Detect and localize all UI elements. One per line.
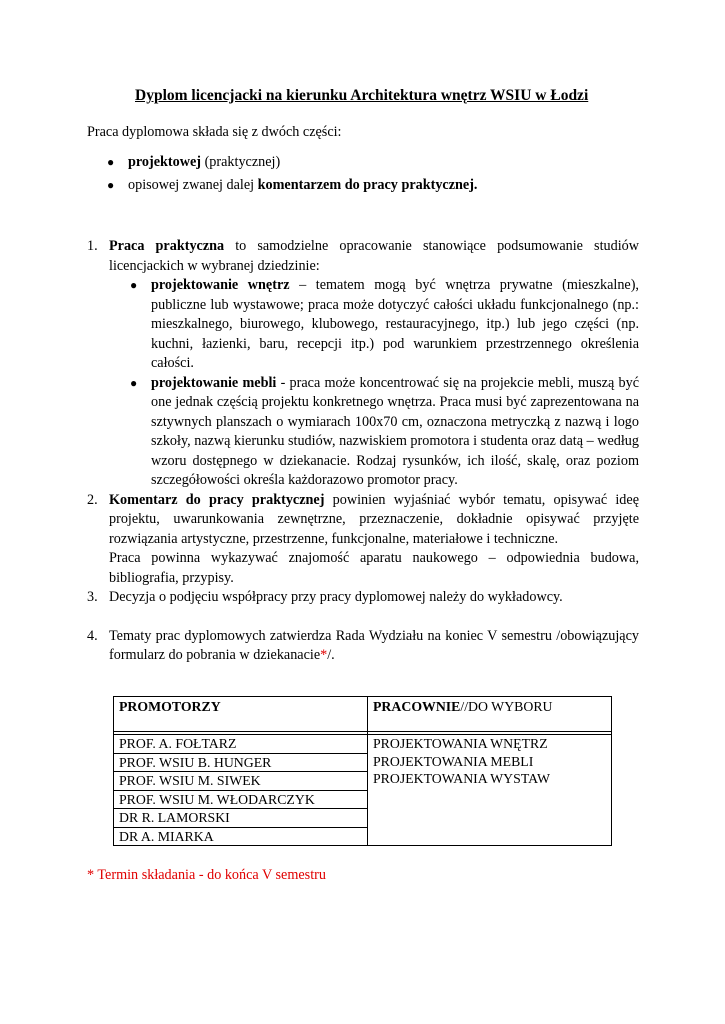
- promotor-cell: DR A. MIARKA: [114, 827, 368, 846]
- asterisk-marker: *: [320, 647, 328, 663]
- item-bold: Praca praktyczna: [109, 238, 225, 254]
- list-item-1: [87, 237, 639, 491]
- sub-list: [109, 276, 639, 491]
- item-number: 4.: [87, 627, 98, 644]
- part-text: opisowej zwanej dalej: [128, 176, 258, 193]
- promotors-table: [113, 696, 612, 846]
- part-bold: komentarzem do pracy praktycznej.: [257, 176, 478, 193]
- promotor-cell: DR R. LAMORSKI: [114, 809, 368, 828]
- numbered-list: [87, 237, 639, 666]
- pracownia-item: PROJEKTOWANIA WYSTAW: [373, 771, 551, 786]
- header-pracownie: [368, 697, 612, 732]
- item-text-end: /.: [327, 647, 335, 663]
- header-label-rest: //DO WYBORU: [460, 699, 553, 714]
- pracownia-item: PROJEKTOWANIA MEBLI: [373, 753, 534, 769]
- sub-list-item: [130, 276, 639, 374]
- item-text: to samodzielne opracowanie stanowiące podsumowanie studiów licencjackich w wybranej dziedzinie:: [109, 238, 639, 274]
- item-number: 2.: [87, 491, 98, 508]
- bullet-icon: ●: [130, 375, 138, 390]
- item-text: Decyzja o podjęciu współpracy przy pracy dyplomowej należy do wykładowcy.: [109, 589, 563, 605]
- bullet-icon: ●: [130, 278, 138, 292]
- bullet-icon: ●: [107, 155, 115, 169]
- sub-text: - praca może koncentrować się na projekcie mebli, muszą być one jednak częścią projektu konkretnego wnętrza. Praca musi być zaprezentowana na sztywnych planszach o wymiarach 100x70 cm, oznaczona metryczką z nazwą i logo szkoły, nazwą kierunku studiów, nazwiskiem promotora i studenta oraz datą – według wzoru dostępnego w dziekanacie. Rodzaj rysunków, ich ilość, skalę, oraz poziom szczegółowości określa każdorazowo promotor pracy.: [151, 374, 639, 488]
- sub-bold: projektowanie wnętrz: [151, 277, 290, 293]
- header-label: PRACOWNIE: [373, 699, 461, 714]
- header-label: PROMOTORZY: [119, 699, 221, 714]
- part-text: (praktycznej): [201, 154, 281, 170]
- list-item: [107, 153, 647, 173]
- list-item-3: [87, 588, 639, 608]
- promotor-cell: PROF. WSIU M. WŁODARCZYK: [114, 790, 368, 809]
- document-title: Dyplom licencjacki na kierunku Architektura wnętrz WSIU w Łodzi: [135, 87, 589, 104]
- parts-list: [107, 153, 647, 198]
- item-number: 3.: [87, 589, 98, 605]
- item-text: Tematy prac dyplomowych zatwierdza Rada Wydziału na koniec V semestru /obowiązujący formularz do pobrania w dziekanacie: [109, 627, 639, 663]
- promotor-cell: PROF. WSIU B. HUNGER: [114, 753, 368, 772]
- sub-bold: projektowanie mebli: [151, 374, 277, 391]
- deadline-note: * Termin składania - do końca V semestru: [87, 867, 326, 883]
- bullet-icon: ●: [107, 177, 115, 192]
- pracownie-cell: [368, 735, 612, 846]
- sub-list-item: [130, 374, 639, 491]
- item-text-2: Praca powinna wykazywać znajomość aparatu naukowego – odpowiednia budowa, bibliografia, przypisy.: [109, 550, 639, 586]
- table-header-row: [114, 697, 612, 732]
- sub-text: – tematem mogą być wnętrza prywatne (mieszkalne), publiczne lub wystawowe; praca może dotyczyć całości układu funkcjonalnego (np.: mieszkalnego, biurowego, klubowego, restauracyjnego, itp.) lub jego części (np. kuchni, łazienki, baru, recepcji itp.) pod warunkiem przestrzennego określenia całości.: [151, 277, 639, 371]
- promotor-cell: PROF. A. FOŁTARZ: [114, 735, 368, 754]
- list-item: [107, 176, 647, 196]
- pracownia-item: PROJEKTOWANIA WNĘTRZ: [373, 736, 548, 751]
- item-text: powinien wyjaśniać wybór tematu, opisywać ideę projektu, uwarunkowania zewnętrzne, przeznaczenie, dokładnie opisywać przyjęte rozwiązania artystyczne, przestrzenne, funkcjonalne, materiałowe i techniczne.: [109, 491, 639, 547]
- item-bold: Komentarz do pracy praktycznej: [109, 491, 325, 508]
- intro-text: Praca dyplomowa składa się z dwóch części:: [87, 124, 342, 140]
- list-item-4: [87, 627, 639, 666]
- item-number: 1.: [87, 238, 98, 254]
- promotor-cell: PROF. WSIU M. SIWEK: [114, 772, 368, 791]
- table-row: [114, 735, 612, 754]
- list-item-2: [87, 491, 639, 589]
- spacer: [87, 608, 639, 627]
- header-promotorzy: [114, 697, 368, 732]
- part-bold: projektowej: [128, 154, 202, 170]
